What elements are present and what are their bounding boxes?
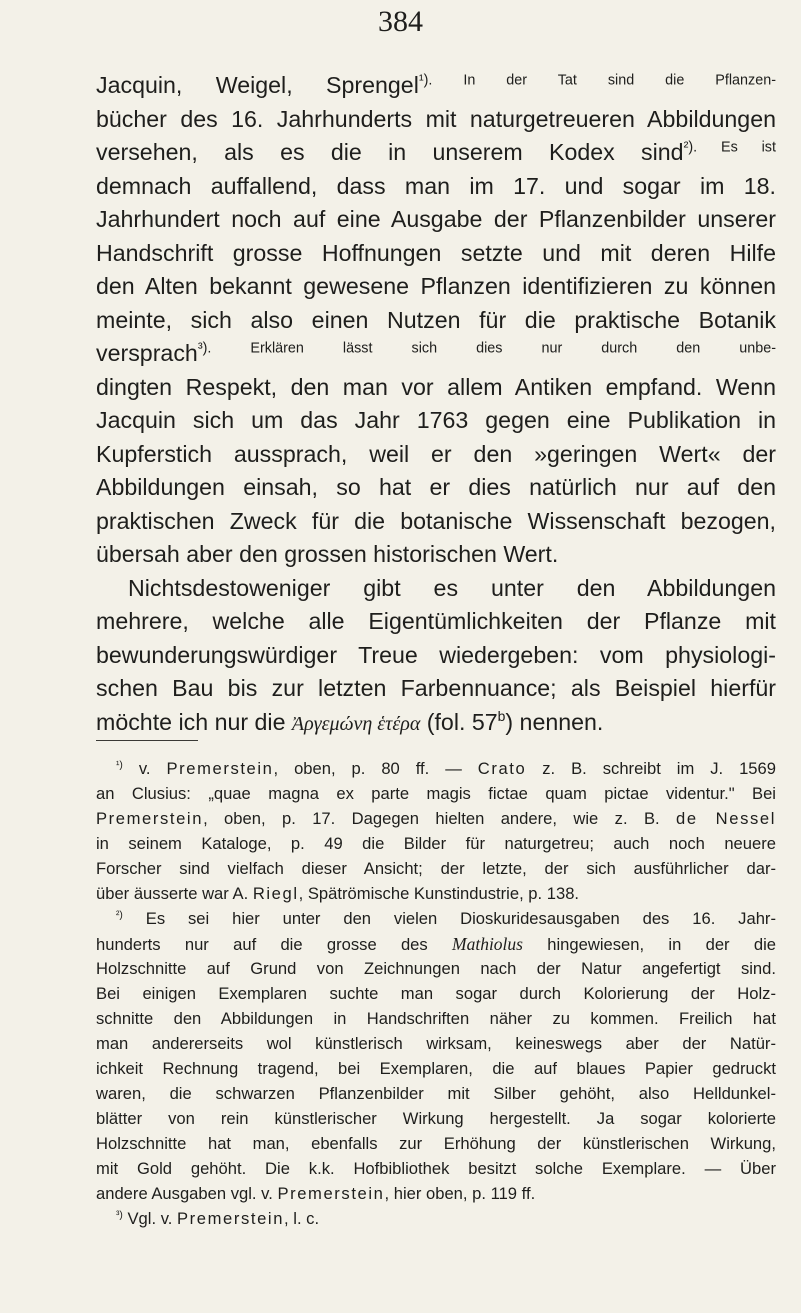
author-name: Premerstein [176, 1209, 285, 1228]
footnote-line: Forscher sind vielfach dieser Ansicht; der letzte, der sich ausführlicher dar- [96, 859, 776, 878]
text-line: Abbildungen einsah, so hat er dies natürlich nur auf den [96, 474, 776, 500]
text-line: Nichtsdestoweniger gibt es unter den Abbildungen [128, 574, 776, 601]
footnote-line: hunderts nur auf die grosse des Mathiolus hingewiesen, in der die [96, 934, 776, 954]
footnote-2: $^{^2)}$ Es sei hier unter den vielen Dioskuridesausgaben des 16. Jahr- [116, 909, 776, 928]
author-name: Riegl [252, 884, 299, 903]
footnote-line: Holzschnitte auf Grund von Zeichnungen nach der Natur angefertigt sind. [96, 959, 776, 978]
footnote-separator [96, 740, 198, 741]
text-line: Jahrhundert noch auf eine Ausgabe der Pflanzenbilder unserer [96, 206, 776, 232]
text-line: versehen, als es die in unserem Kodex sind$^{^2). Es ist}$ [96, 139, 776, 165]
footnote-1: $^{^1)}$ v. Premerstein, oben, p. 80 ff. — Crato z. B. schreibt im J. 1569 [116, 759, 776, 778]
footnote-ref-3[interactable]: ³). Erklären lässt sich dies nur durch den unbe- [197, 340, 776, 357]
author-name: Crato [477, 759, 527, 778]
author-name: Mathiolus [452, 934, 523, 954]
footnote-line: Holzschnitte hat man, ebenfalls zur Erhöhung der künstlerischen Wirkung, [96, 1134, 776, 1153]
text-line: Jacquin sich um das Jahr 1763 gegen eine Publikation in [96, 407, 776, 433]
footnote-line: schnitte den Abbildungen in Handschriften näher zu kommen. Freilich hat [96, 1009, 776, 1028]
text-line: Jacquin, Weigel, Sprengel$^{^1). In der Tat sind die Pflanzen-}$ [96, 72, 777, 98]
text-line: schen Bau bis zur letzten Farbennuance; als Beispiel hierfür [96, 675, 776, 701]
footnote-line: an Clusius: „quae magna ex parte magis fictae quam pictae videntur." Bei [96, 784, 776, 803]
footnote-line: andere Ausgaben vgl. v. Premerstein, hier oben, p. 119 ff. [96, 1184, 536, 1203]
footnote-3: $^{^3)}$ Vgl. v. Premerstein, l. c. [116, 1209, 320, 1228]
greek-plant-name: Ἀργεμώνη ἑτέρα [291, 712, 421, 735]
author-name: de Nessel [676, 809, 776, 828]
text-line: praktischen Zweck für die botanische Wissenschaft bezogen, [96, 507, 776, 534]
text-line: versprach$^{^3). Erklären lässt sich dies nur durch den unbe-}$ [96, 340, 776, 366]
footnote-line: blätter von rein künstlerischer Wirkung hergestellt. Ja sogar kolorierte [96, 1109, 776, 1128]
text-line: demnach auffallend, dass man im 17. und sogar im 18. [96, 172, 776, 199]
footnote-line: in seinem Kataloge, p. 49 die Bilder für naturgetreu; auch noch neuere [96, 834, 776, 853]
text-line: bücher des 16. Jahrhunderts mit naturgetreueren Abbildungen [96, 105, 776, 132]
footnote-line: man andererseits wol künstlerisch wirksam, keineswegs aber der Natür- [96, 1034, 776, 1053]
text-line: möchte ich nur die Ἀργεμώνη ἑτέρα (fol. 57$^b$) nennen. [96, 707, 604, 735]
text-line: Handschrift grosse Hoffnungen setzte und mit deren Hilfe [96, 239, 776, 266]
author-name: Premerstein [166, 759, 274, 778]
text-line: Kupferstich aussprach, weil er den »geringen Wert« der [96, 440, 776, 467]
text-line: mehrere, welche alle Eigentümlichkeiten der Pflanze mit [96, 608, 776, 634]
text-line: dingten Respekt, den man vor allem Antiken empfand. Wenn [96, 373, 776, 400]
text-line: den Alten bekannt gewesene Pflanzen identifizieren zu können [96, 273, 776, 299]
footnote-line: Premerstein, oben, p. 17. Dagegen hielten andere, wie z. B. de Nessel [96, 809, 776, 828]
author-name: Premerstein [277, 1184, 385, 1203]
footnote-line: Bei einigen Exemplaren suchte man sogar durch Kolorierung der Holz- [96, 984, 776, 1003]
footnote-line: über äusserte war A. Riegl, Spätrömische Kunstindustrie, p. 138. [96, 884, 580, 903]
footnote-line: ichkeit Rechnung tragend, bei Exemplaren, die auf blaues Papier gedruckt [96, 1059, 776, 1078]
text-line: bewunderungswürdiger Treue wiedergeben: vom physiologi- [96, 641, 776, 668]
page-number: 384 [378, 5, 423, 38]
footnote-line: waren, die schwarzen Pflanzenbilder mit Silber gehöht, also Helldunkel- [96, 1084, 776, 1103]
author-name: Premerstein [96, 809, 204, 828]
footnote-ref-1[interactable]: ¹). In der Tat sind die Pflanzen- [418, 72, 777, 89]
footnote-ref-2[interactable]: ²). Es ist [683, 139, 776, 156]
text-line: übersah aber den grossen historischen Wert. [96, 541, 559, 567]
text-line: meinte, sich also einen Nutzen für die praktische Botanik [96, 306, 776, 333]
footnote-line: mit Gold gehöht. Die k.k. Hofbibliothek besitzt solche Exemplare. — Über [96, 1159, 776, 1178]
